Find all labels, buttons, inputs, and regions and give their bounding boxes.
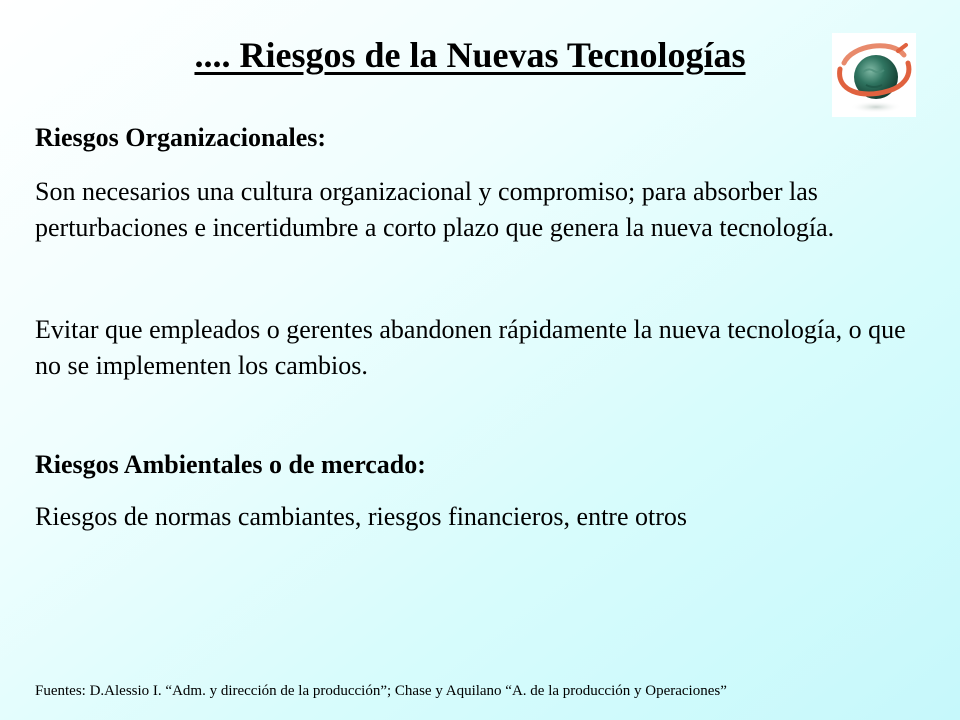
globe-orbit-icon	[832, 33, 916, 117]
slide-title	[0, 33, 940, 77]
paragraph-cultura-organizacional: Son necesarios una cultura organizacional y compromiso; para absorber las perturbaciones e incertidumbre a corto plazo que genera la nueva tecnología.	[35, 177, 835, 242]
paragraph-evitar-abandono: Evitar que empleados o gerentes abandonen rápidamente la nueva tecnología, o que no se implementen los cambios.	[35, 315, 906, 380]
paragraph-riesgos-mercado: Riesgos de normas cambiantes, riesgos financieros, entre otros	[35, 502, 687, 531]
section-heading-ambientales: Riesgos Ambientales o de mercado:	[35, 450, 426, 479]
section-heading-organizacionales: Riesgos Organizacionales:	[35, 123, 327, 152]
slide-title-text: .... Riesgos de la Nuevas Tecnologías	[194, 35, 746, 75]
sources-footnote: Fuentes: D.Alessio I. “Adm. y dirección de la producción”; Chase y Aquilano “A. de la producción y Operaciones”	[35, 683, 727, 699]
globe-logo	[832, 33, 916, 117]
